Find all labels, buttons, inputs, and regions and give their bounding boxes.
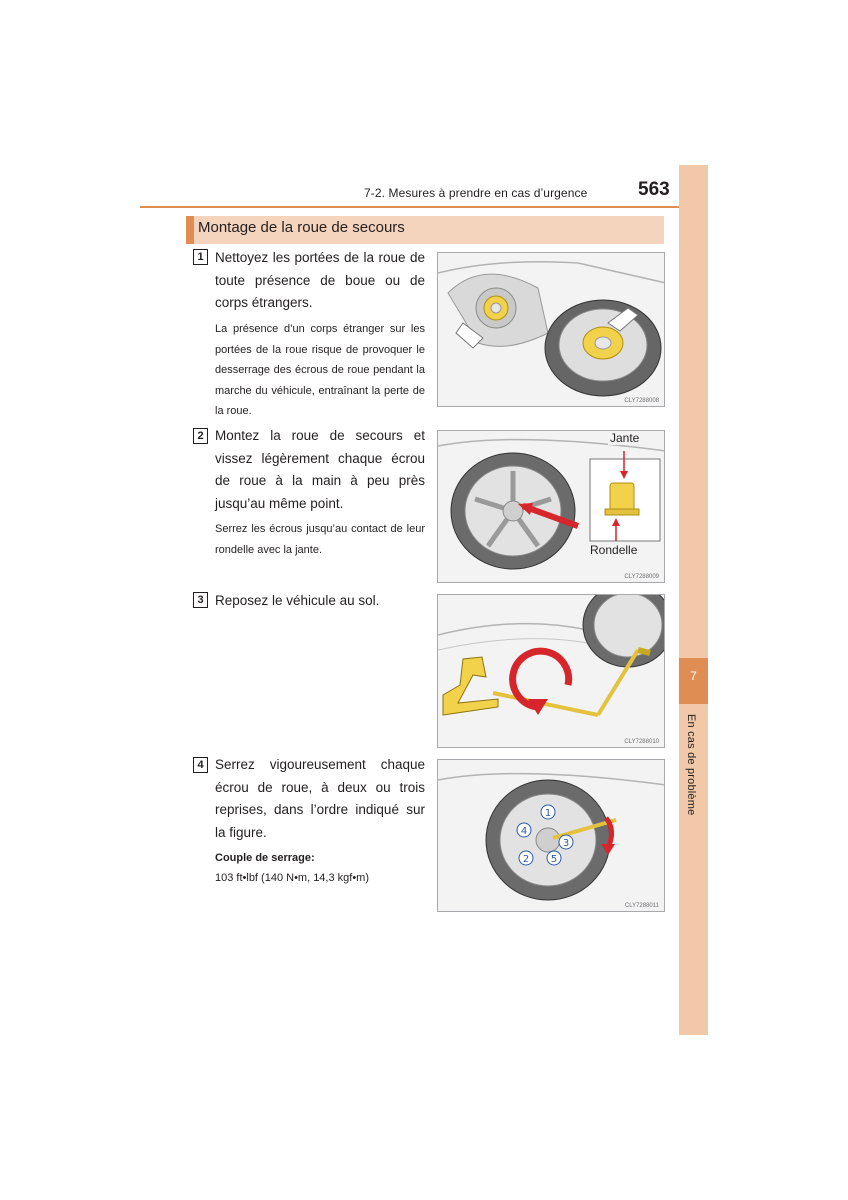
running-header: 7-2. Mesures à prendre en cas d’urgence [364,186,588,200]
section-title: Montage de la roue de secours [198,219,405,236]
nut-order-1: 1 [544,808,552,819]
figure-clean-hub [437,252,665,407]
nut-order-2: 2 [522,854,530,865]
step-number-1: 1 [193,249,208,265]
figure-code: CLY7288008 [624,398,659,404]
mount-spare-illustration [438,431,665,583]
figure-code: CLY7288010 [624,739,659,745]
step-number-3: 3 [193,592,208,608]
step-1-text: Nettoyez les portées de la roue de toute présence de boue ou de corps étrangers. [215,250,425,310]
page-number: 563 [638,179,670,200]
step-2-note: Serrez les écrous jusqu’au contact de leur rondelle avec la jante. [215,523,425,556]
section-header-accent [186,216,194,244]
nut-order-4: 4 [520,826,528,837]
step-number-2: 2 [193,428,208,444]
chapter-number: 7 [679,658,708,704]
chapter-side-tab [679,165,708,1035]
clean-hub-illustration [438,253,665,407]
figure-tighten-nuts [437,759,665,912]
torque-label: Couple de serrage: [215,852,315,864]
lower-vehicle-illustration [438,595,665,748]
figure-code: CLY7288011 [624,903,659,909]
step-number-4: 4 [193,757,208,773]
tighten-nuts-illustration [438,760,665,912]
step-1-note: La présence d’un corps étranger sur les portées de la roue risque de provoquer le desserrage des écrous de roue pendant la marche du véhicule, entraînant la perte de la roue. [215,323,425,417]
nut-order-3: 3 [562,838,570,849]
nut-order-5: 5 [550,854,558,865]
chapter-label: En cas de problème [685,714,697,816]
callout-rim: Jante [610,431,640,445]
step-3-text: Reposez le véhicule au sol. [215,593,380,608]
figure-code: CLY7288009 [624,574,659,580]
step-2-text: Montez la roue de secours et vissez légèrement chaque écrou de roue à la main à peu près jusqu’au même point. [215,428,425,511]
figure-mount-spare [437,430,665,583]
callout-washer: Rondelle [590,543,638,557]
figure-lower-vehicle [437,594,665,748]
header-rule [140,206,708,208]
torque-value: 103 ft•lbf (140 N•m, 14,3 kgf•m) [215,872,370,884]
step-4-text: Serrez vigoureusement chaque écrou de roue, à deux ou trois reprises, dans l’ordre indiqué sur la figure. [215,757,425,840]
